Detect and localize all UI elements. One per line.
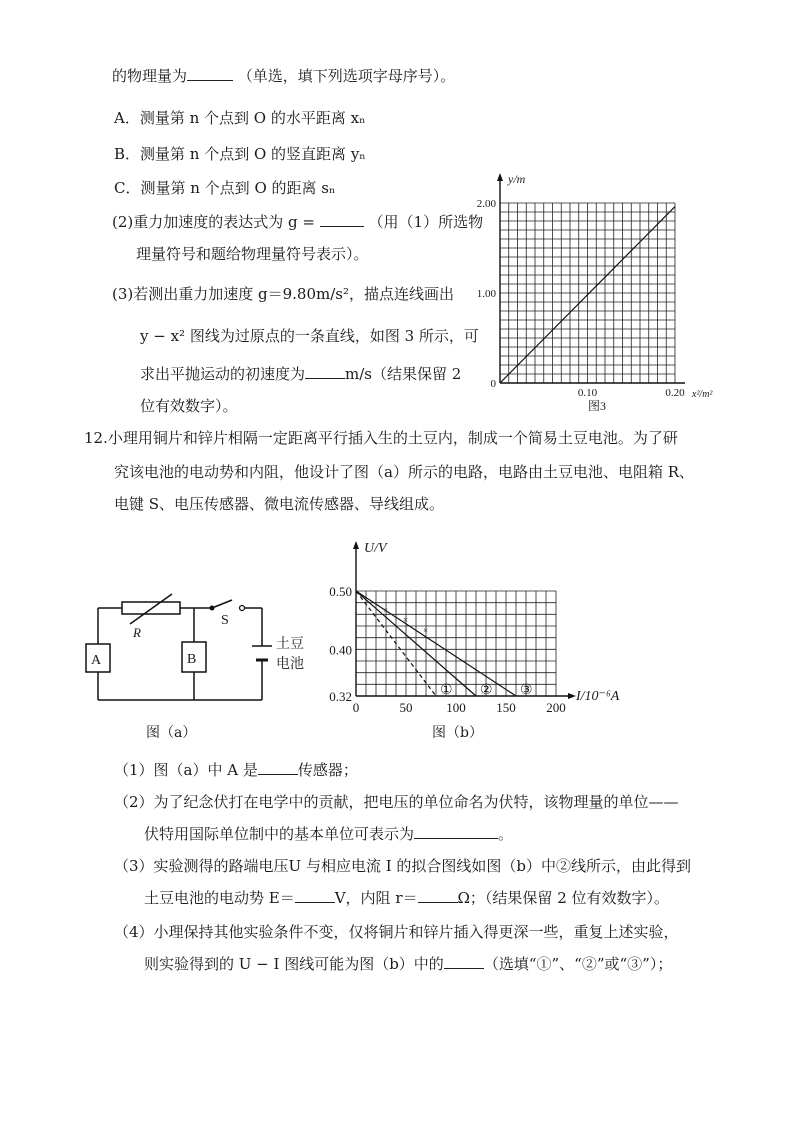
figb-data-marker: × bbox=[423, 625, 429, 636]
fig3-ylabel: y/m bbox=[508, 172, 526, 186]
answer-blank-curve[interactable] bbox=[444, 954, 484, 969]
figb-ylabel: U/V bbox=[364, 541, 387, 556]
answer-blank-resistance[interactable] bbox=[418, 888, 458, 903]
rheostat-arrow bbox=[130, 594, 172, 624]
switch-S bbox=[212, 600, 232, 608]
q12-line1: 12.小理用铜片和锌片相隔一定距离平行插入生的土豆内，制成一个简易土豆电池。为了研 bbox=[84, 429, 678, 447]
fig3-y-tick-label: 0 bbox=[490, 378, 496, 390]
q12-part3-line1: （3）实验测得的路端电压U 与相应电流 I 的拟合图线如图（b）中②线所示，由此得到 bbox=[114, 857, 692, 875]
fig3-y-arrow bbox=[497, 173, 503, 181]
fig3-xlabel: x²/m² bbox=[692, 389, 713, 400]
q12-part3-line2: 土豆电池的电动势 E＝ V，内阻 r＝ Ω；（结果保留 2 位有效数字）。 bbox=[144, 889, 670, 907]
q12-line3: 电键 S、电压传感器、微电流传感器、导线组成。 bbox=[114, 495, 445, 513]
figb-y-tick-label: 0.40 bbox=[329, 642, 352, 658]
answer-blank-g[interactable] bbox=[320, 212, 364, 227]
fig3-y-tick-label: 2.00 bbox=[476, 198, 496, 210]
figb-x-tick-label: 0 bbox=[352, 700, 360, 715]
q11-part3-line1: (3)若测出重力加速度 g＝9.80m/s²，描点连线画出 bbox=[112, 285, 455, 303]
answer-blank-sensor[interactable] bbox=[258, 760, 298, 775]
option-b: B．测量第 n 个点到 O 的竖直距离 yₙ bbox=[114, 145, 366, 163]
figb-y-tick-label: 0.50 bbox=[329, 584, 352, 599]
figb-series-2-label: ② bbox=[480, 683, 493, 698]
circuit-diagram bbox=[80, 590, 320, 720]
answer-blank-volt-units[interactable] bbox=[414, 824, 498, 839]
fig3-x-tick-label: 0.10 bbox=[577, 387, 598, 399]
figure-b-chart bbox=[320, 536, 640, 721]
figb-x-tick-label: 100 bbox=[446, 700, 466, 715]
figb-x-tick-label: 200 bbox=[546, 700, 566, 715]
label-B: B bbox=[187, 652, 197, 667]
answer-blank-v0[interactable] bbox=[305, 364, 345, 379]
figure-b-caption: 图（b） bbox=[432, 725, 483, 741]
label-S: S bbox=[221, 613, 229, 628]
q11-part3-line2: y − x² 图线为过原点的一条直线，如图 3 所示，可 bbox=[140, 327, 479, 345]
figb-series-3-label: ③ bbox=[520, 683, 533, 698]
q11-part2-line2: 理量符号和题给物理量符号表示）。 bbox=[136, 245, 369, 263]
answer-blank-1[interactable] bbox=[187, 66, 233, 81]
figb-x-arrow bbox=[568, 693, 576, 699]
q11-part2-line1: (2)重力加速度的表达式为 g = （用（1）所选物 bbox=[112, 213, 484, 231]
q12-part4-line2: 则实验得到的 U − I 图线可能为图（b）中的 （选填“①”、“②”或“③”）； bbox=[144, 955, 673, 973]
battery-label-1: 土豆 bbox=[276, 637, 304, 652]
switch-pivot bbox=[210, 606, 215, 611]
figb-xlabel: I/10⁻⁶A bbox=[576, 689, 620, 704]
answer-blank-emf[interactable] bbox=[295, 888, 335, 903]
figb-data-marker: × bbox=[403, 615, 409, 626]
fig3-y-tick-label: 1.00 bbox=[476, 288, 496, 300]
figb-series-1-label: ① bbox=[440, 683, 453, 698]
q12-part4-line1: （4）小理保持其他实验条件不变，仅将铜片和锌片插入得更深一些，重复上述实验， bbox=[114, 923, 679, 941]
label-R: R bbox=[133, 625, 141, 640]
figure-3-chart bbox=[470, 168, 730, 413]
q12-part2-line2: 伏特用国际单位制中的基本单位可表示为 。 bbox=[144, 825, 514, 843]
fig3-caption: 图3 bbox=[588, 399, 607, 413]
figb-data-marker: × bbox=[383, 605, 389, 616]
q11-line0: 的物理量为 （单选，填下列选项字母序号）。 bbox=[112, 67, 456, 85]
figure-a-caption: 图（a） bbox=[146, 725, 197, 741]
switch-contact bbox=[240, 606, 245, 611]
q12-line2: 究该电池的电动势和内阻，他设计了图（a）所示的电路，电路由土豆电池、电阻箱 R、 bbox=[114, 463, 695, 481]
figb-y-tick-label: 0.32 bbox=[329, 689, 352, 704]
label-A: A bbox=[91, 653, 102, 668]
figb-x-tick-label: 50 bbox=[399, 700, 413, 715]
q11-part3-line3: 求出平抛运动的初速度为 m/s（结果保留 2 bbox=[140, 365, 462, 383]
battery-label-2: 电池 bbox=[276, 657, 304, 672]
q12-part1: （1）图（a）中 A 是 传感器； bbox=[114, 761, 358, 779]
figb-x-tick-label: 150 bbox=[496, 700, 516, 715]
fig3-x-tick-label: 0.20 bbox=[665, 387, 685, 399]
q11-part3-line4: 位有效数字）。 bbox=[140, 397, 238, 415]
option-c: C．测量第 n 个点到 O 的距离 sₙ bbox=[114, 179, 336, 197]
figb-y-arrow bbox=[353, 541, 359, 549]
option-a: A．测量第 n 个点到 O 的水平距离 xₙ bbox=[114, 109, 366, 127]
resistor-R bbox=[122, 602, 180, 614]
q12-part2-line1: （2）为了纪念伏打在电学中的贡献，把电压的单位命名为伏特，该物理量的单位—— bbox=[114, 793, 679, 811]
